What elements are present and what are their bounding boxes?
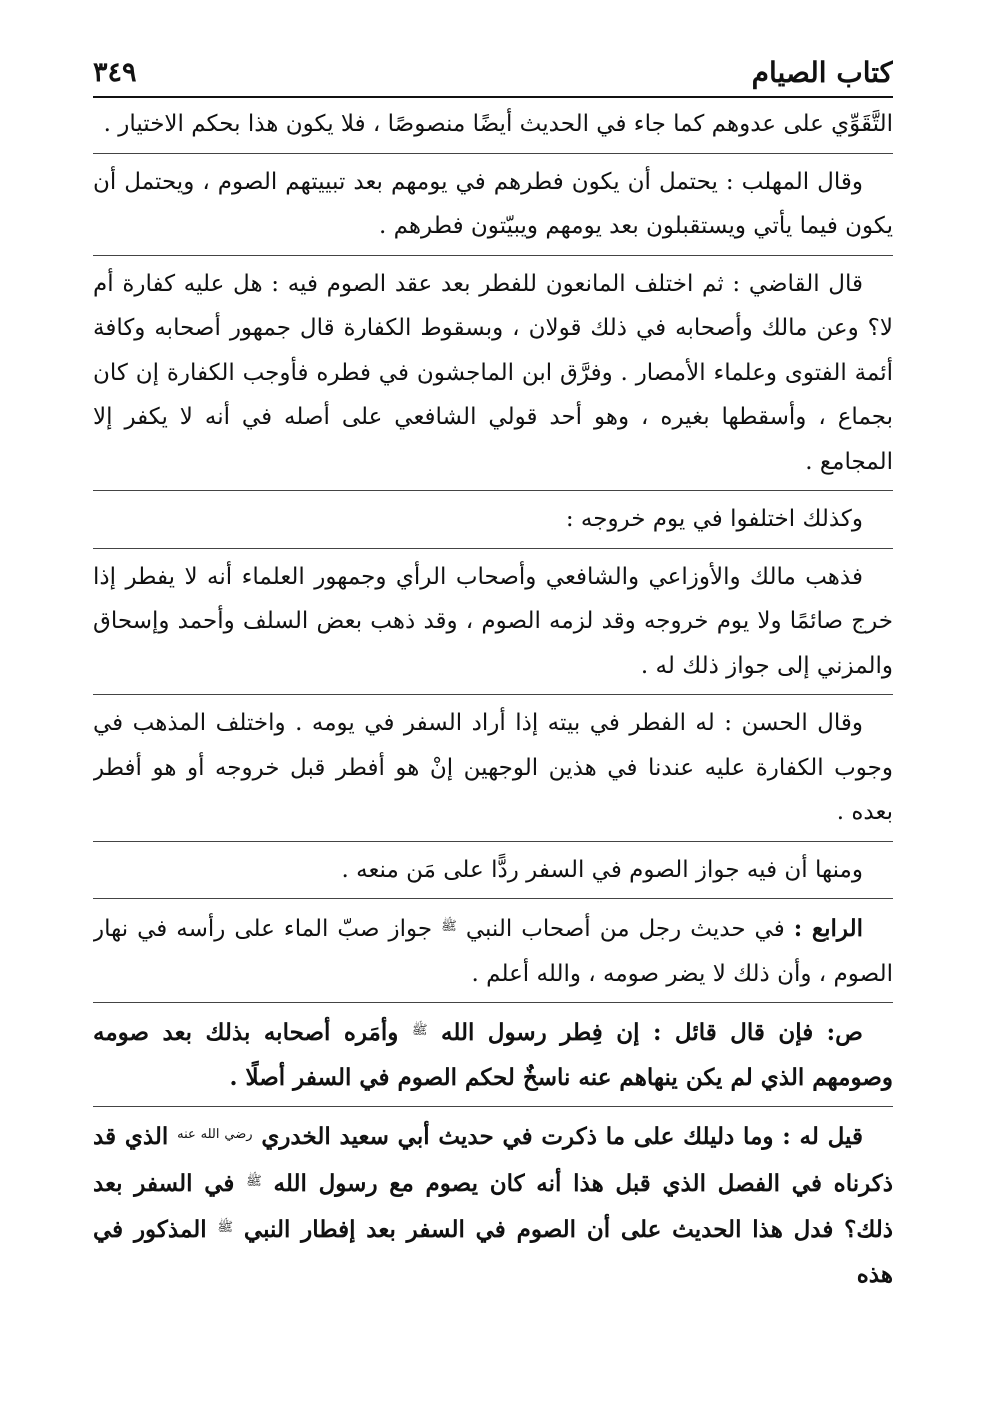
honorific-mark: ﷺ	[441, 919, 457, 934]
divider	[93, 255, 893, 256]
honorific-mark: رضي الله عنه	[177, 1127, 253, 1142]
divider	[93, 694, 893, 695]
page-number: ٣٤٩	[93, 57, 137, 88]
divider	[93, 548, 893, 549]
honorific-mark: ﷺ	[246, 1173, 262, 1189]
paragraph-5: فذهب مالك والأوزاعي والشافعي وأصحاب الرأي وجمهور العلماء أنه لا يفطر إذا خرج صائمًا ولا يوم خروجه وقد لزمه الصوم ، وقد ذهب بعض السلف وأحمد وإسحاق والمزني إلى جواز ذلك له .	[93, 563, 893, 679]
paragraph-7: ومنها أن فيه جواز الصوم في السفر ردًّا على مَن منعه .	[341, 856, 863, 883]
page-body	[93, 98, 893, 1297]
paragraph-text: قيل له : وما دليلك على ما ذكرت في حديث أبي سعيد الخدري	[252, 1123, 863, 1150]
paragraph-10	[93, 1113, 893, 1297]
running-header	[93, 52, 893, 98]
honorific-mark: ﷺ	[411, 1023, 428, 1038]
paragraph-text: جواز صبّ الماء على رأسه في نهار الصوم ، وأن ذلك لا يضر صومه ، والله أعلم .	[93, 916, 893, 987]
divider	[93, 1106, 893, 1107]
divider	[93, 1002, 893, 1003]
paragraph-text: في السفر بعد ذلك؟ فدل هذا الحديث على أن الصوم في السفر بعد إفطار النبي	[93, 1169, 893, 1243]
paragraph-9	[93, 1009, 893, 1100]
book-page	[93, 52, 893, 1392]
paragraph-text: في حديث رجل من أصحاب النبي	[456, 916, 794, 942]
paragraph-text: وأمَره أصحابه بذلك بعد صومه وصومهم الذي لم يكن ينهاهم عنه ناسخٌ لحكم الصوم في السفر أصلًا .	[93, 1019, 893, 1091]
paragraph-text: ص: فإن قال قائل : إن فِطر رسول الله	[427, 1019, 863, 1046]
paragraph-8	[93, 905, 893, 996]
paragraph-text: الذي قد ذكرناه في الفصل الذي قبل هذا أنه كان يصوم مع رسول الله	[93, 1123, 893, 1197]
paragraph-3: قال القاضي : ثم اختلف المانعون للفطر بعد عقد الصوم فيه : هل عليه كفارة أم لا؟ وعن مالك وأصحابه في ذلك قولان ، وبسقوط الكفارة قال جمهور أصحابه وكافة أئمة الفتوى وعلماء الأمصار . وفرَّق ابن الماجشون في فطره فأوجب الكفارة إن كان بجماع ، وأسقطها بغيره ، وهو أحد قولي الشافعي على أصله في أنه لا يكفر إلا المجامع .	[93, 270, 893, 475]
book-title: كتاب الصيام	[751, 56, 893, 89]
paragraph-4: وكذلك اختلفوا في يوم خروجه :	[565, 506, 863, 532]
paragraph-1: التَّقَوِّي على عدوهم كما جاء في الحديث أيضًا منصوصًا ، فلا يكون هذا بحكم الاختيار .	[103, 111, 893, 137]
paragraph-6: وقال الحسن : له الفطر في بيته إذا أراد السفر في يومه . واختلف المذهب في وجوب الكفارة عليه عندنا في هذين الوجهين إنْ هو أفطر قبل خروجه أو هو أفطر بعده .	[93, 710, 893, 825]
paragraph-2: وقال المهلب : يحتمل أن يكون فطرهم في يومهم بعد تبييتهم الصوم ، ويحتمل أن يكون فيما يأتي ويستقبلون بعد يومهم ويبيّتون فطرهم .	[93, 168, 893, 239]
divider	[93, 490, 893, 491]
divider	[93, 841, 893, 842]
paragraph-text: المذكور في هذه	[93, 1216, 893, 1288]
divider	[93, 153, 893, 154]
divider	[93, 898, 893, 899]
honorific-mark: ﷺ	[217, 1220, 234, 1235]
paragraph-lead: الرابع :	[793, 915, 864, 942]
